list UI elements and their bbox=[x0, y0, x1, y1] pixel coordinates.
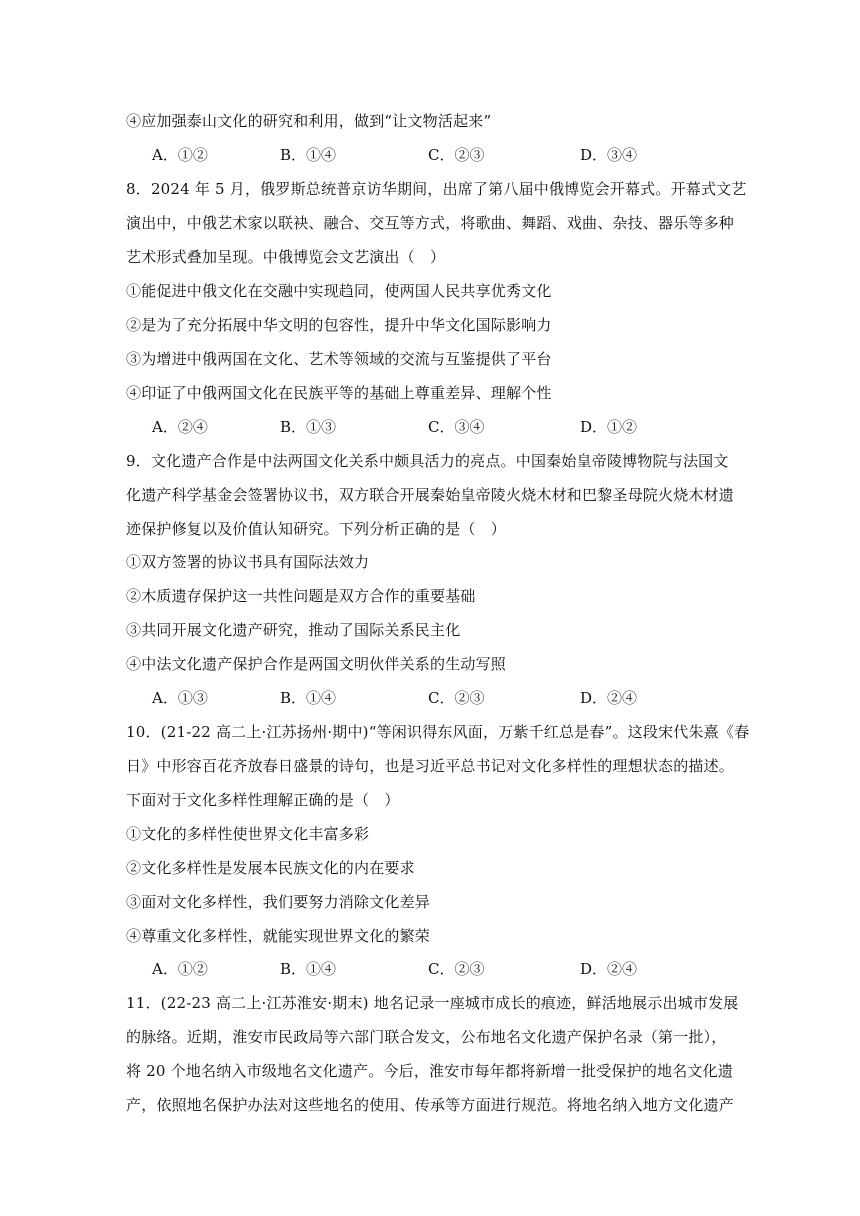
q9-option-c: C．②③ bbox=[428, 689, 485, 707]
q11-stem-line-4: 产，依照地名保护办法对这些地名的使用、传承等方面进行规范。将地名纳入地方文化遗产 bbox=[126, 1096, 735, 1114]
q10-option-a: A．①② bbox=[152, 960, 208, 978]
q8-statement-1: ①能促进中俄文化在交融中实现趋同，使两国人民共享优秀文化 bbox=[126, 282, 552, 300]
q8-option-a: A．②④ bbox=[152, 418, 208, 436]
q8-option-b: B．①③ bbox=[280, 418, 337, 436]
q10-options bbox=[126, 959, 736, 979]
q7-option-b: B．①④ bbox=[280, 146, 337, 164]
q8-stem-line-1: 8．2024 年 5 月，俄罗斯总统普京访华期间，出席了第八届中俄博览会开幕式。开幕式文艺 bbox=[126, 180, 747, 198]
q11-stem-line-3: 将 20 个地名纳入市级地名文化遗产。今后，淮安市每年都将新增一批受保护的地名文化遗 bbox=[126, 1062, 734, 1080]
q9-statement-3: ③共同开展文化遗产研究，推动了国际关系民主化 bbox=[126, 621, 461, 639]
q10-statement-2: ②文化多样性是发展本民族文化的内在要求 bbox=[126, 859, 415, 877]
q10-stem-line-1: 10．(21-22 高二上·江苏扬州·期中)“等闲识得东风面，万紫千红总是春”。这段宋代朱熹《春 bbox=[126, 723, 750, 741]
q7-option-c: C．②③ bbox=[428, 146, 485, 164]
q7-options bbox=[126, 145, 736, 165]
q7-option-d: D．③④ bbox=[580, 146, 638, 164]
q8-option-c: C．③④ bbox=[428, 418, 485, 436]
q9-option-b: B．①④ bbox=[280, 689, 337, 707]
q10-option-d: D．②④ bbox=[580, 960, 638, 978]
q9-statement-1: ①双方签署的协议书具有国际法效力 bbox=[126, 553, 370, 571]
q7-statement-4: ④应加强泰山文化的研究和利用，做到“让文物活起来” bbox=[126, 112, 492, 130]
q8-statement-3: ③为增进中俄两国在文化、艺术等领域的交流与互鉴提供了平台 bbox=[126, 350, 552, 368]
q8-statement-4: ④印证了中俄两国文化在民族平等的基础上尊重差异、理解个性 bbox=[126, 384, 552, 402]
q9-statement-4: ④中法文化遗产保护合作是两国文明伙伴关系的生动写照 bbox=[126, 655, 507, 673]
q9-stem-line-1: 9．文化遗产合作是中法两国文化关系中颇具活力的亮点。中国秦始皇帝陵博物院与法国文 bbox=[126, 452, 729, 470]
q9-stem-line-3: 迹保护修复以及价值认知研究。下列分析正确的是（ ） bbox=[126, 520, 507, 538]
q10-statement-1: ①文化的多样性使世界文化丰富多彩 bbox=[126, 825, 370, 843]
q10-statement-3: ③面对文化多样性，我们要努力消除文化差异 bbox=[126, 893, 431, 911]
q9-options bbox=[126, 688, 736, 708]
q9-option-d: D．②④ bbox=[580, 689, 638, 707]
q9-statement-2: ②木质遗存保护这一共性问题是双方合作的重要基础 bbox=[126, 587, 476, 605]
q10-stem-line-3: 下面对于文化多样性理解正确的是（ ） bbox=[126, 791, 400, 809]
q8-statement-2: ②是为了充分拓展中华文明的包容性，提升中华文化国际影响力 bbox=[126, 316, 552, 334]
q11-stem-line-1: 11．(22-23 高二上·江苏淮安·期末) 地名记录一座城市成长的痕迹，鲜活地展示出城市发展 bbox=[126, 994, 739, 1012]
q7-option-a: A．①② bbox=[152, 146, 208, 164]
q10-option-b: B．①④ bbox=[280, 960, 337, 978]
q11-stem-line-2: 的脉络。近期，淮安市民政局等六部门联合发文，公布地名文化遗产保护名录（第一批）， bbox=[126, 1028, 727, 1046]
q8-stem-line-3: 艺术形式叠加呈现。中俄博览会文艺演出（ ） bbox=[126, 248, 446, 266]
q9-option-a: A．①③ bbox=[152, 689, 208, 707]
q10-stem-line-2: 日》中形容百花齐放春日盛景的诗句，也是习近平总书记对文化多样性的理想状态的描述。 bbox=[126, 757, 735, 775]
q8-stem-line-2: 演出中，中俄艺术家以联袂、融合、交互等方式，将歌曲、舞蹈、戏曲、杂技、器乐等多种 bbox=[126, 214, 735, 232]
q9-stem-line-2: 化遗产科学基金会签署协议书，双方联合开展秦始皇帝陵火烧木材和巴黎圣母院火烧木材遗 bbox=[126, 486, 735, 504]
q8-option-d: D．①② bbox=[580, 418, 638, 436]
q10-statement-4: ④尊重文化多样性，就能实现世界文化的繁荣 bbox=[126, 927, 431, 945]
q8-options bbox=[126, 417, 736, 437]
q10-option-c: C．②③ bbox=[428, 960, 485, 978]
